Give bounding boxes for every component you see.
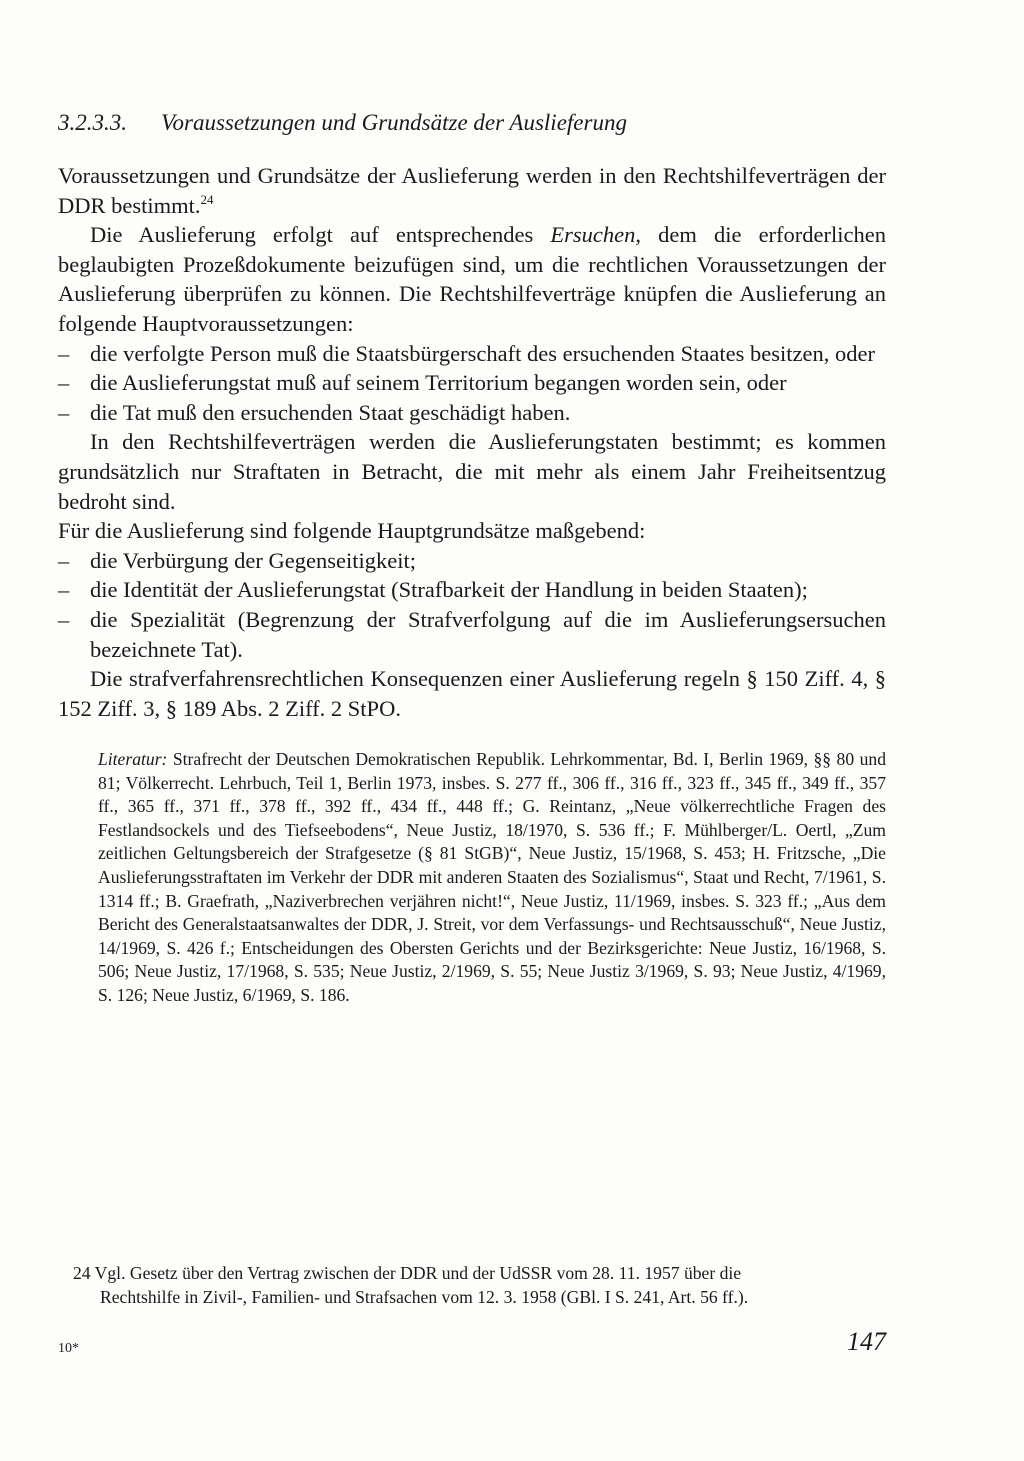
list-dash: –: [58, 606, 70, 632]
list-item: [58, 398, 886, 428]
term-ersuchen: Ersuchen: [550, 222, 636, 248]
page-number: 147: [847, 1327, 886, 1356]
document-page: [58, 0, 886, 1461]
list-item-text: die Identität der Auslieferungstat (Strafbarkeit der Handlung in beiden Staaten);: [90, 577, 808, 603]
list-item-text: die Auslieferungstat muß auf seinem Territorium begangen worden sein, oder: [90, 370, 787, 396]
body-text: [58, 161, 886, 723]
literature-block: [98, 748, 886, 1008]
list-item-text: die Spezialität (Begrenzung der Strafverfolgung auf die im Auslieferungsersuchen bezeichnete Tat).: [90, 606, 886, 662]
footnote: [73, 1262, 886, 1309]
list-item: [58, 546, 886, 576]
list-item-text: die verfolgte Person muß die Staatsbürgerschaft des ersuchenden Staates besitzen, oder: [90, 340, 875, 366]
paragraph-ersuchen: [58, 220, 886, 338]
paragraph-ersuchen-before: Die Auslieferung erfolgt auf entsprechendes: [90, 222, 551, 248]
paragraph-intro: [58, 161, 886, 220]
list-item-text: die Verbürgung der Gegenseitigkeit;: [90, 547, 416, 573]
paragraph-auslieferungstaten: In den Rechtshilfeverträgen werden die Auslieferungstaten bestimmt; es kommen grundsätzlich nur Straftaten in Betracht, die mit mehr als einem Jahr Freiheitsentzug bedroht sind.: [58, 429, 886, 514]
paragraph-intro-text: Voraussetzungen und Grundsätze der Auslieferung werden in den Rechtshilfeverträgen der DDR bestimmt.: [58, 163, 886, 218]
list-dash: –: [58, 340, 70, 366]
paragraph-ersuchen-after: , dem die erforderlichen beglaubigten Prozeßdokumente beizufügen sind, um die rechtlichen Voraussetzungen der Auslieferung überprüfen zu können. Die Rechtshilfeverträge knüpfen die Auslieferung an folgende Hauptvoraussetzungen:: [58, 222, 886, 336]
paragraph-hauptgrundsaetze: Für die Auslieferung sind folgende Hauptgrundsätze maßgebend:: [58, 518, 646, 544]
section-number: 3.2.3.3.: [58, 110, 127, 135]
signature-mark: 10*: [58, 1341, 79, 1356]
list-dash: –: [58, 577, 70, 603]
list-item: [58, 339, 886, 369]
footnote-line: Rechtshilfe in Zivil-, Familien- und Strafsachen vom 12. 3. 1958 (GBl. I S. 241, Art. 56 ff.).: [100, 1286, 749, 1307]
section-heading: [58, 110, 886, 136]
list-dash: –: [58, 399, 70, 425]
literature-label: Literatur:: [98, 749, 168, 769]
list-item-text: die Tat muß den ersuchenden Staat geschädigt haben.: [90, 399, 571, 425]
voraussetzungen-list: [58, 339, 886, 428]
list-item: [58, 368, 886, 398]
footnote-line: 24 Vgl. Gesetz über den Vertrag zwischen der DDR und der UdSSR vom 28. 11. 1957 über die: [73, 1263, 742, 1283]
section-title: Voraussetzungen und Grundsätze der Auslieferung: [161, 110, 627, 135]
footnote-ref: 24: [200, 191, 214, 207]
list-item: [58, 575, 886, 605]
list-dash: –: [58, 547, 70, 573]
paragraph-konsequenzen: Die strafverfahrensrechtlichen Konsequenzen einer Auslieferung regeln § 150 Ziff. 4, § 152 Ziff. 3, § 189 Abs. 2 Ziff. 2 StPO.: [58, 666, 886, 721]
grundsaetze-list: [58, 546, 886, 664]
list-dash: –: [58, 370, 70, 396]
literature-text: Strafrecht der Deutschen Demokratischen Republik. Lehrkommentar, Bd. I, Berlin 1969, §§ 80 und 81; Völkerrecht. Lehrbuch, Teil 1, Berlin 1973, insbes. S. 277 ff., 306 ff., 316 ff., 323 ff., 345 ff., 349 ff., 357 ff., 365 ff., 371 ff., 378 ff., 392 ff., 434 ff., 448 ff.; G. Reintanz, „Neue völkerrechtliche Fragen des Festlandsockels und des Tiefseebodens“, Neue Justiz, 18/1970, S. 536 ff.; F. Mühlberger/L. Oertl, „Zum zeitlichen Geltungsbereich der Strafgesetze (§ 81 StGB)“, Neue Justiz, 15/1968, S. 453; H. Fritzsche, „Die Auslieferungsstraftaten im Verkehr der DDR mit anderen Staaten des Sozialismus“, Staat und Recht, 7/1961, S. 1314 ff.; B. Graefrath, „Naziverbrechen verjähren nicht!“, Neue Justiz, 11/1969, insbes. S. 323 ff.; „Aus dem Bericht des Generalstaatsanwaltes der DDR, J. Streit, vor dem Verfassungs- und Rechtsausschuß“, Neue Justiz, 14/1969, S. 426 f.; Entscheidungen des Obersten Gerichts und der Bezirksgerichte: Neue Justiz, 16/1968, S. 506; Neue Justiz, 17/1968, S. 535; Neue Justiz, 2/1969, S. 55; Neue Justiz 3/1969, S. 93; Neue Justiz, 4/1969, S. 126; Neue Justiz, 6/1969, S. 186.: [98, 749, 886, 1005]
list-item: [58, 605, 886, 664]
